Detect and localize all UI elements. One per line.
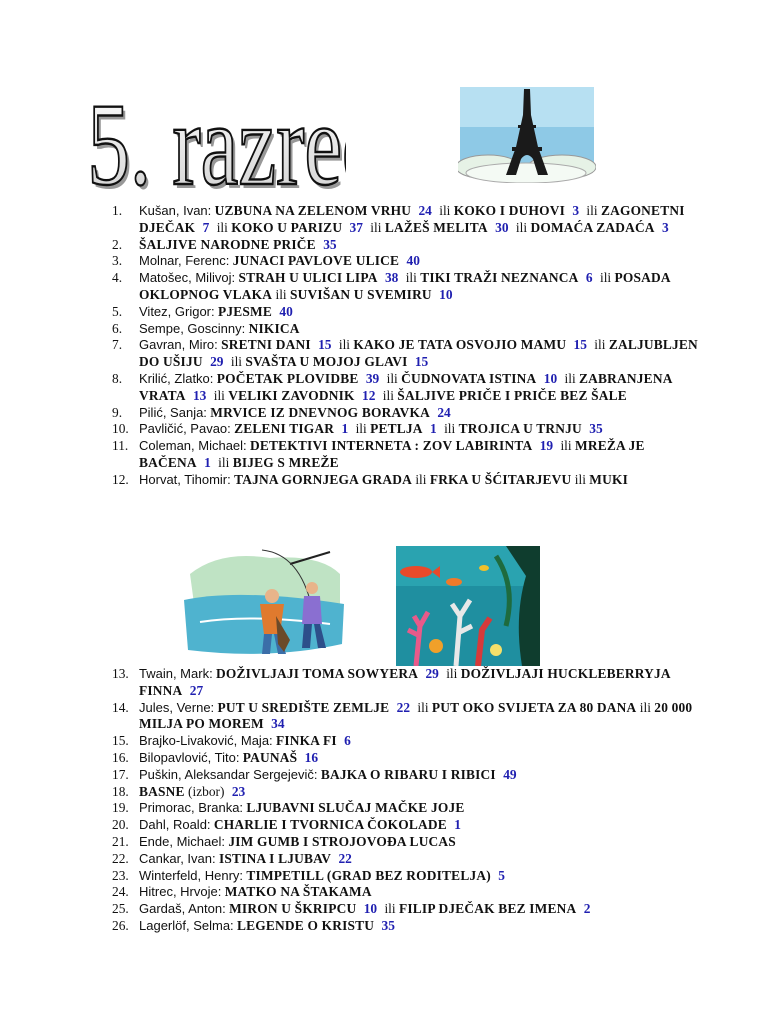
list-item	[112, 371, 702, 405]
book-title: SVAŠTA U MOJOJ GLAVI	[245, 354, 408, 370]
list-item	[112, 884, 702, 901]
item-number: 2.	[112, 236, 123, 252]
separator-text: ili	[599, 270, 612, 286]
author-name: Pilić, Sanja:	[139, 404, 207, 420]
book-title: VELIKI ZAVODNIK	[228, 387, 355, 403]
author-name: Bilopavlović, Tito:	[139, 749, 240, 765]
list-item	[112, 438, 702, 472]
book-title: ZAGONETNI DJEČAK	[139, 203, 685, 235]
copy-count: 2	[583, 901, 591, 917]
separator-text: ili	[446, 666, 458, 681]
book-title: BAJKA O RIBARU I RIBICI	[320, 766, 496, 782]
separator-text: ili	[560, 438, 572, 454]
list-item	[112, 421, 702, 438]
item-number: 14.	[112, 699, 129, 715]
book-title: ZELENI TIGAR	[234, 421, 335, 437]
item-number: 8.	[112, 370, 123, 386]
list-item	[112, 784, 702, 801]
item-number: 20.	[112, 817, 129, 833]
list-item	[112, 750, 702, 767]
separator-text: ili	[370, 219, 382, 235]
separator-text: ili	[355, 421, 367, 437]
separator-text: ili	[386, 370, 398, 386]
separator-text: ili	[216, 219, 228, 235]
page-title-shadow: 5. razre	[90, 84, 345, 194]
copy-count: 6	[344, 733, 351, 749]
copy-count: 35	[381, 917, 395, 933]
book-title: PAUNAŠ	[242, 749, 298, 765]
copy-count: 34	[271, 716, 285, 732]
item-number: 15.	[112, 733, 129, 749]
copy-count: 40	[279, 303, 293, 319]
copy-count: 22	[338, 850, 352, 866]
separator-text: ili	[444, 421, 456, 437]
separator-text: ili	[218, 454, 230, 470]
item-number: 19.	[112, 800, 129, 816]
author-name: Brajko-Livaković, Maja:	[139, 733, 273, 749]
item-number: 26.	[112, 917, 129, 933]
copy-count: 1	[341, 421, 349, 437]
list-item	[112, 733, 702, 750]
item-number: 16.	[112, 749, 129, 765]
list-item	[112, 901, 702, 918]
author-name: Winterfeld, Henry:	[139, 867, 244, 883]
list-item	[112, 472, 702, 489]
separator-text: ili	[586, 203, 598, 218]
copy-count: 24	[418, 203, 432, 218]
book-title: TROJICA U TRNJU	[458, 421, 582, 437]
book-title: CHARLIE I TVORNICA ČOKOLADE	[213, 817, 447, 833]
book-title: KOKO U PARIZU	[231, 219, 343, 235]
copy-count: 29	[425, 666, 439, 681]
author-name: Gavran, Miro:	[139, 337, 218, 353]
copy-count: 7	[202, 219, 210, 235]
book-title: LJUBAVNI SLUČAJ MAČKE JOJE	[246, 800, 465, 816]
book-title: MUKI	[589, 471, 629, 487]
list-item	[112, 817, 702, 834]
list-item	[112, 851, 702, 868]
fishing-clipart	[180, 544, 348, 662]
book-title: STRAH U ULICI LIPA	[238, 270, 378, 286]
book-title: SRETNI DANI	[221, 337, 311, 353]
book-title: DETEKTIVI INTERNETA : ZOV LABIRINTA	[250, 438, 533, 454]
book-title: ŠALJIVE NARODNE PRIČE	[139, 236, 316, 252]
separator-text: ili	[439, 203, 451, 218]
separator-text: ili	[564, 370, 576, 386]
copy-count: 3	[662, 219, 669, 235]
book-list-part-2	[112, 666, 702, 935]
separator-text: ili	[230, 354, 243, 370]
list-item	[112, 337, 702, 371]
author-name: Matošec, Milivoj:	[139, 270, 236, 286]
separator-text: (izbor)	[188, 783, 225, 799]
book-title: ZALJUBLJEN DO UŠIJU	[139, 337, 698, 370]
item-number: 25.	[112, 901, 129, 917]
copy-count: 3	[572, 203, 580, 218]
item-number: 17.	[112, 766, 129, 782]
copy-count: 38	[384, 270, 399, 286]
author-name: Primorac, Branka:	[139, 800, 244, 816]
item-number: 18.	[112, 783, 129, 799]
copy-count: 30	[495, 219, 509, 235]
copy-count: 23	[231, 783, 246, 799]
eiffel-tower-clipart	[458, 85, 596, 183]
book-list-part-1	[112, 203, 702, 489]
book-title: TIKI TRAŽI NEZNANCA	[420, 270, 579, 286]
copy-count: 39	[365, 370, 380, 386]
item-number: 11.	[112, 438, 129, 454]
author-name: Krilić, Zlatko:	[139, 370, 214, 386]
copy-count: 13	[192, 387, 207, 403]
item-number: 5.	[112, 303, 123, 319]
item-number: 9.	[112, 404, 123, 420]
item-number: 21.	[112, 833, 129, 849]
book-title: JIM GUMB I STROJOVOĐA LUCAS	[228, 833, 456, 849]
copy-count: 24	[437, 404, 451, 420]
book-title: BIJEG S MREŽE	[232, 454, 339, 470]
author-name: Kušan, Ivan:	[139, 203, 212, 218]
list-item	[112, 203, 702, 237]
list-item	[112, 270, 702, 304]
book-title: LEGENDE O KRISTU	[237, 917, 375, 933]
page-title-svg	[86, 84, 346, 194]
separator-text: ili	[338, 337, 351, 353]
item-number: 24.	[112, 884, 129, 900]
list-item	[112, 834, 702, 851]
book-title: MATKO NA ŠTAKAMA	[224, 884, 372, 900]
list-item	[112, 700, 702, 734]
book-title: SUVIŠAN U SVEMIRU	[290, 286, 432, 302]
book-title: KOKO I DUHOVI	[453, 203, 565, 218]
author-name: Molnar, Ferenc:	[139, 253, 230, 269]
book-title: ZABRANJENA VRATA	[139, 370, 672, 403]
author-name: Gardaš, Anton:	[139, 901, 226, 917]
author-name: Jules, Verne:	[139, 699, 215, 715]
list-item	[112, 304, 702, 321]
separator-text: ili	[515, 219, 528, 235]
copy-count: 35	[323, 236, 337, 252]
book-title: TAJNA GORNJEGA GRADA	[234, 471, 412, 487]
separator-text: ili	[639, 699, 651, 715]
author-name: Sempe, Goscinny:	[139, 320, 246, 336]
author-name: Horvat, Tihomir:	[139, 471, 231, 487]
book-title: MRVICE IZ DNEVNOG BORAVKA	[210, 404, 430, 420]
book-title: LAŽEŠ MELITA	[384, 219, 488, 235]
copy-count: 37	[349, 219, 363, 235]
book-title: JUNACI PAVLOVE ULICE	[232, 253, 400, 269]
item-number: 23.	[112, 867, 129, 883]
item-number: 1.	[112, 203, 123, 218]
list-item	[112, 405, 702, 422]
copy-count: 22	[396, 699, 411, 715]
book-title: ČUDNOVATA ISTINA	[401, 370, 537, 386]
author-name: Dahl, Roald:	[139, 817, 211, 833]
author-name: Hitrec, Hrvoje:	[139, 884, 222, 900]
author-name: Lagerlöf, Selma:	[139, 917, 234, 933]
book-title: MIRON U ŠKRIPCU	[229, 901, 357, 917]
book-title: POSADA OKLOPNOG VLAKA	[139, 270, 671, 302]
book-title: FILIP DJEČAK BEZ IMENA	[398, 901, 577, 917]
author-name: Pavličić, Pavao:	[139, 421, 231, 437]
separator-text: ili	[382, 387, 394, 403]
separator-text: ili	[275, 286, 287, 302]
list-item	[112, 767, 702, 784]
copy-count: 15	[573, 337, 587, 353]
book-title: 20 000 MILJA PO MOREM	[139, 699, 693, 732]
author-name: Ende, Michael:	[139, 833, 225, 849]
copy-count: 6	[585, 270, 593, 286]
separator-text: ili	[213, 387, 225, 403]
author-name: Puškin, Aleksandar Sergejevič:	[139, 766, 318, 782]
copy-count: 1	[454, 817, 461, 833]
copy-count: 19	[539, 438, 554, 454]
page-title-wordart	[86, 84, 346, 194]
copy-count: 10	[439, 286, 453, 302]
copy-count: 1	[204, 454, 211, 470]
separator-text: ili	[405, 270, 417, 286]
item-number: 7.	[112, 337, 123, 353]
item-number: 12.	[112, 471, 129, 487]
item-number: 13.	[112, 666, 129, 681]
list-item	[112, 800, 702, 817]
copy-count: 12	[362, 387, 376, 403]
book-title: ISTINA I LJUBAV	[218, 850, 332, 866]
copy-count: 27	[189, 682, 204, 698]
item-number: 3.	[112, 253, 123, 269]
separator-text: ili	[594, 337, 606, 353]
book-title: BASNE	[139, 783, 185, 799]
book-title: PJESME	[217, 303, 273, 319]
copy-count: 16	[304, 749, 319, 765]
item-number: 10.	[112, 421, 129, 437]
separator-text: ili	[417, 699, 429, 715]
list-item	[112, 918, 702, 935]
copy-count: 40	[406, 253, 420, 269]
copy-count: 5	[498, 867, 505, 883]
list-item	[112, 868, 702, 885]
list-item	[112, 237, 702, 254]
book-title: TIMPETILL (GRAD BEZ RODITELJA)	[246, 867, 491, 883]
book-title: FRKA U ŠĆITARJEVU	[429, 471, 572, 487]
book-title: ŠALJIVE PRIČE I PRIČE BEZ ŠALE	[397, 387, 627, 403]
item-number: 4.	[112, 270, 123, 286]
page-title: 5. razre	[87, 84, 343, 194]
book-title: PUT OKO SVIJETA ZA 80 DANA	[431, 699, 637, 715]
list-item	[112, 666, 702, 700]
book-title: PETLJA	[370, 421, 423, 437]
book-title: MREŽA JE BAČENA	[139, 438, 645, 470]
book-title: POČETAK PLOVIDBE	[216, 370, 359, 386]
book-title: DOMAĆA ZADAĆA	[530, 219, 655, 235]
author-name: Twain, Mark:	[139, 666, 213, 681]
copy-count: 49	[503, 766, 517, 782]
coral-reef-clipart	[396, 546, 540, 666]
copy-count: 29	[210, 354, 224, 370]
author-name: Coleman, Michael:	[139, 438, 247, 454]
list-item	[112, 253, 702, 270]
author-name: Vitez, Grigor:	[139, 303, 215, 319]
copy-count: 10	[543, 370, 558, 386]
copy-count: 35	[589, 421, 603, 437]
separator-text: ili	[415, 471, 427, 487]
separator-text: ili	[574, 471, 586, 487]
copy-count: 10	[363, 901, 378, 917]
list-item	[112, 321, 702, 338]
copy-count: 1	[430, 421, 437, 437]
book-title: NIKICA	[248, 320, 300, 336]
book-title: PUT U SREDIŠTE ZEMLJE	[217, 699, 390, 715]
item-number: 22.	[112, 850, 129, 866]
item-number: 6.	[112, 320, 123, 336]
book-title: DOŽIVLJAJI HUCKLEBERRYJA FINNA	[139, 666, 671, 698]
copy-count: 15	[414, 354, 429, 370]
book-title: FINKA FI	[276, 733, 337, 749]
separator-text: ili	[384, 901, 396, 917]
book-title: KAKO JE TATA OSVOJIO MAMU	[353, 337, 567, 353]
copy-count: 15	[318, 337, 332, 353]
book-title: DOŽIVLJAJI TOMA SOWYERA	[216, 666, 419, 681]
author-name: Cankar, Ivan:	[139, 850, 216, 866]
book-title: UZBUNA NA ZELENOM VRHU	[214, 203, 412, 218]
